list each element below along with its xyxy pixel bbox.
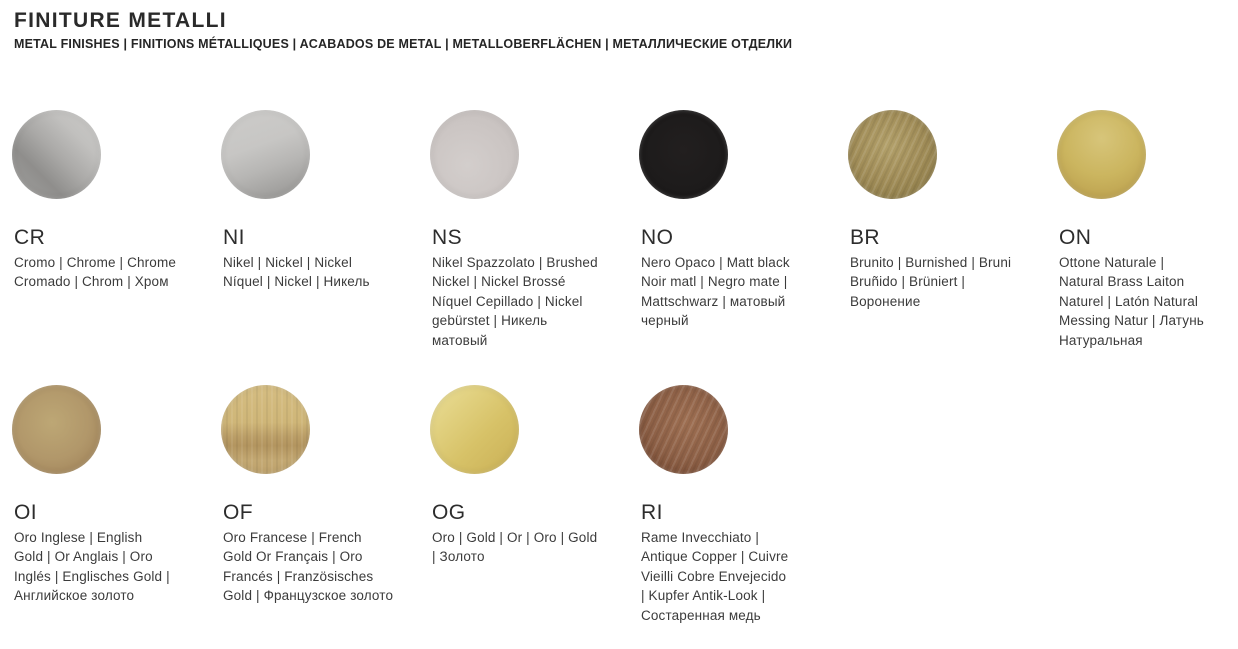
finish-desc-line: Английское золото bbox=[14, 588, 135, 604]
finish-swatch-ns bbox=[430, 110, 519, 199]
finish-card-oi bbox=[14, 385, 214, 625]
finish-row-1 bbox=[14, 110, 1238, 350]
finish-desc-line: Ottone Naturale | bbox=[1059, 255, 1165, 270]
finish-swatch-ri bbox=[639, 385, 728, 474]
finish-card-no bbox=[641, 110, 841, 350]
finish-swatch-og bbox=[430, 385, 519, 474]
finish-code-no: NO bbox=[641, 226, 674, 249]
finish-swatch-of bbox=[221, 385, 310, 474]
finish-swatch-ni bbox=[221, 110, 310, 199]
finish-card-br bbox=[850, 110, 1050, 350]
finish-desc-line: Cromado | Chrom | Хром bbox=[14, 274, 169, 290]
finish-desc-ns bbox=[432, 253, 632, 350]
finish-desc-line: | Золото bbox=[432, 549, 485, 565]
finish-card-ns bbox=[432, 110, 632, 350]
finish-desc-line: Oro Francese | French bbox=[223, 530, 362, 545]
finish-desc-of bbox=[223, 528, 423, 606]
finish-desc-line: Gold | Французское золото bbox=[223, 588, 394, 604]
finish-desc-line: Bruñido | Brüniert | bbox=[850, 274, 966, 290]
finish-desc-on bbox=[1059, 253, 1238, 350]
finish-code-oi: OI bbox=[14, 501, 37, 524]
finish-desc-line: Воронение bbox=[850, 293, 921, 309]
finish-desc-line: Naturel | Latón Natural bbox=[1059, 293, 1199, 309]
page-title: FINITURE METALLI bbox=[14, 9, 227, 32]
finish-card-ni bbox=[223, 110, 423, 350]
finish-code-on: ON bbox=[1059, 226, 1092, 249]
finish-swatch-on bbox=[1057, 110, 1146, 199]
finish-desc-line: Níquel Cepillado | Nickel bbox=[432, 293, 583, 309]
finish-desc-line: Nikel Spazzolato | Brushed bbox=[432, 255, 598, 270]
finish-code-ni: NI bbox=[223, 226, 245, 249]
finish-code-br: BR bbox=[850, 226, 880, 249]
finish-swatch-no bbox=[639, 110, 728, 199]
finish-desc-line: Inglés | Englisches Gold | bbox=[14, 568, 170, 584]
finish-desc-line: | Kupfer Antik-Look | bbox=[641, 588, 766, 604]
finish-desc-line: матовый bbox=[432, 332, 488, 348]
finish-desc-oi bbox=[14, 528, 214, 606]
finish-swatch-oi bbox=[12, 385, 101, 474]
finish-card-of bbox=[223, 385, 423, 625]
finish-desc-ri bbox=[641, 528, 841, 625]
finish-desc-br bbox=[850, 253, 1050, 311]
finish-swatch-cr bbox=[12, 110, 101, 199]
finish-desc-line: Nero Opaco | Matt black bbox=[641, 255, 790, 270]
finish-desc-line: Noir matl | Negro mate | bbox=[641, 274, 788, 290]
finish-desc-line: Cromo | Chrome | Chrome bbox=[14, 255, 177, 270]
finish-row-2 bbox=[14, 385, 850, 625]
finish-desc-line: Francés | Französisches bbox=[223, 568, 374, 584]
finish-desc-line: Gold Or Français | Oro bbox=[223, 549, 363, 565]
finish-desc-line: Vieilli Cobre Envejecido bbox=[641, 568, 787, 584]
finish-card-og bbox=[432, 385, 632, 625]
finish-card-on bbox=[1059, 110, 1238, 350]
finish-card-ri bbox=[641, 385, 841, 625]
finish-desc-line: Natural Brass Laiton bbox=[1059, 274, 1185, 290]
finish-desc-line: Nickel | Nickel Brossé bbox=[432, 274, 566, 290]
finish-code-of: OF bbox=[223, 501, 253, 524]
finish-desc-line: Nikel | Nickel | Nickel bbox=[223, 255, 352, 270]
finish-swatch-br bbox=[848, 110, 937, 199]
finish-code-cr: CR bbox=[14, 226, 46, 249]
finish-desc-no bbox=[641, 253, 841, 331]
finish-desc-line: Messing Natur | Латунь bbox=[1059, 313, 1204, 329]
finish-code-ns: NS bbox=[432, 226, 462, 249]
finish-desc-line: Níquel | Nickel | Никель bbox=[223, 274, 370, 290]
finish-desc-ni bbox=[223, 253, 423, 292]
page-subtitle: METAL FINISHES | FINITIONS MÉTALLIQUES | ACABADOS DE METAL | METALLOBERFLÄCHEN | МЕТАЛЛИЧЕСКИЕ ОТДЕЛКИ bbox=[14, 37, 793, 51]
finish-desc-line: Oro Inglese | English bbox=[14, 530, 143, 545]
finish-desc-line: Rame Invecchiato | bbox=[641, 530, 760, 545]
finish-desc-line: Brunito | Burnished | Bruni bbox=[850, 255, 1012, 270]
page-header bbox=[14, 8, 792, 52]
finish-desc-line: Натуральная bbox=[1059, 332, 1143, 348]
finish-code-og: OG bbox=[432, 501, 466, 524]
finish-card-cr bbox=[14, 110, 214, 350]
finish-desc-line: Antique Copper | Cuivre bbox=[641, 549, 789, 565]
finish-code-ri: RI bbox=[641, 501, 663, 524]
finish-desc-line: gebürstet | Никель bbox=[432, 313, 548, 329]
finish-desc-line: Oro | Gold | Or | Oro | Gold bbox=[432, 530, 598, 545]
finish-desc-og bbox=[432, 528, 632, 567]
finish-desc-line: черный bbox=[641, 313, 689, 329]
finish-desc-cr bbox=[14, 253, 214, 292]
finish-desc-line: Mattschwarz | матовый bbox=[641, 293, 786, 309]
finish-desc-line: Gold | Or Anglais | Oro bbox=[14, 549, 153, 565]
finish-desc-line: Состаренная медь bbox=[641, 607, 761, 623]
